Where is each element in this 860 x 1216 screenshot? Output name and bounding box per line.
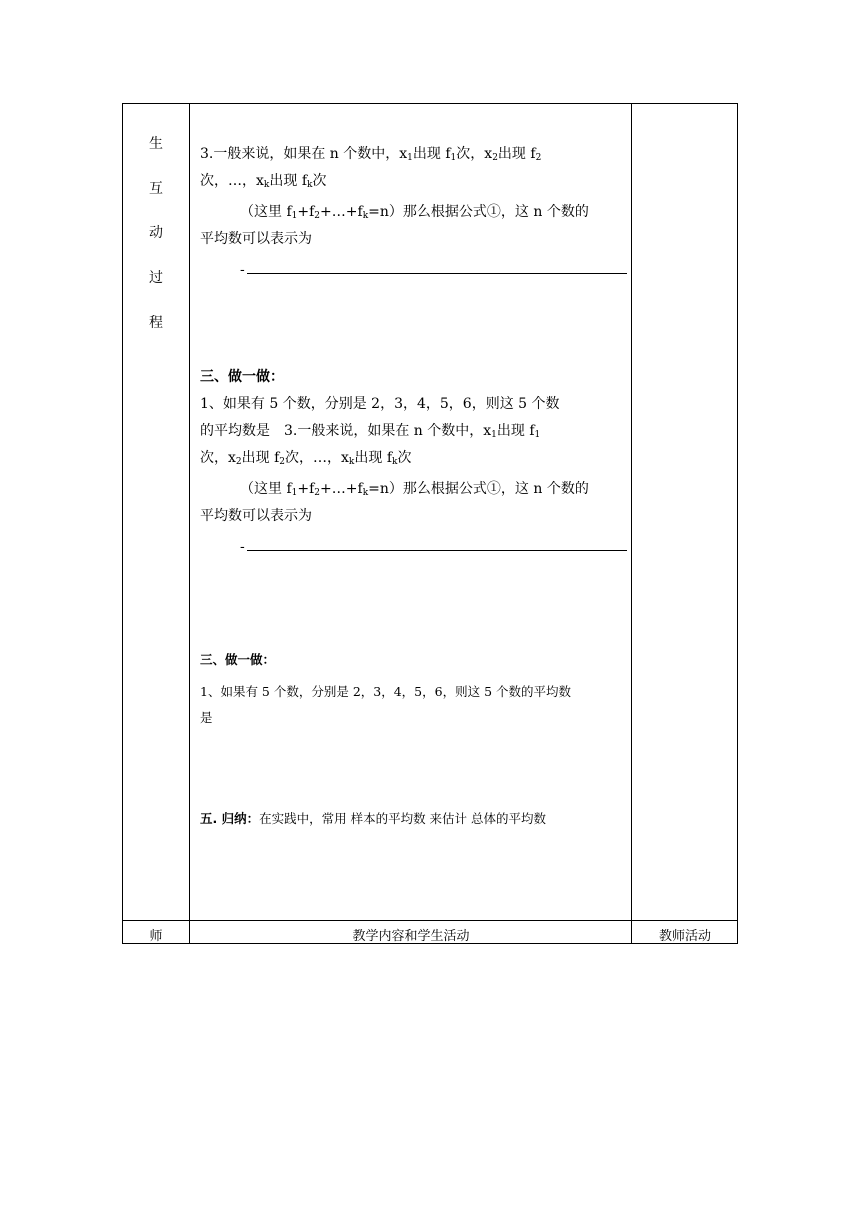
section-practice-2 [200,647,625,731]
text: 平均数可以表示为 [200,231,312,247]
text: （这里 f [240,204,292,220]
subscript: 1 [450,153,457,163]
subscript: 1 [291,211,298,221]
footer-divider [122,920,738,921]
paragraph [200,168,625,195]
subscript: k [362,488,369,498]
text: 次，x [200,450,236,466]
side-char-3: 动 [149,225,163,241]
paragraph [200,445,625,472]
paragraph [200,503,625,530]
text: 次，…，x [285,450,349,466]
section-summary [200,806,625,832]
paragraph: 是 [200,710,213,725]
paragraph [200,806,625,832]
text: 出现 f [497,146,536,162]
text: 出现 f [412,146,451,162]
text: 次，x [456,146,493,162]
paragraph: 1、如果有 5 个数，分别是 2，3，4，5，6，则这 5 个数 [200,396,560,412]
side-char-2: 互 [149,181,163,197]
table-border-top [122,103,738,104]
paragraph [200,476,625,503]
paragraph [200,226,625,253]
subscript: k [362,211,369,221]
section-heading: 三、做一做： [200,369,284,385]
subscript: 2 [235,457,242,467]
footer-center-label: 教学内容和学生活动 [352,929,470,944]
text: 的平均数是 3.一般来说，如果在 n 个数中，x [200,423,492,439]
subscript: 2 [535,153,542,163]
subscript: 2 [314,488,321,498]
subscript: k [348,457,355,467]
summary-text: 在实践中，常用 样本的平均数 来估计 总体的平均数 [259,811,547,826]
text: 平均数可以表示为 [200,508,312,524]
answer-line [200,534,625,561]
text: 出现 f [496,423,535,439]
paragraph [200,199,625,226]
text: +…+f [320,481,363,497]
table-border-right [737,103,738,944]
subscript: 1 [407,153,413,163]
blank-line [247,261,627,274]
blank-line [247,538,627,551]
subscript: 1 [291,488,298,498]
subscript: k [307,180,313,190]
subscript: k [392,457,398,467]
subscript: 2 [279,457,286,467]
text: - [240,262,245,278]
side-char-4: 过 [149,270,163,286]
paragraph: 1、如果有 5 个数，分别是 2，3，4，5，6，则这 5 个数的平均数 [200,684,571,699]
summary-label: 五. 归纳： [200,811,260,826]
text: =n）那么根据公式①，这 n 个数的 [368,204,589,220]
paragraph [200,418,625,445]
subscript: 1 [534,430,541,440]
text: 出现 f [354,450,393,466]
section-practice-1 [200,364,625,561]
footer-right-label: 教师活动 [658,929,711,944]
text: 出现 f [241,450,280,466]
subscript: 1 [491,430,497,440]
subscript: k [263,180,270,190]
text: - [240,539,245,555]
paragraph [200,141,625,168]
text: +f [297,204,315,220]
subscript: 2 [492,153,498,163]
text: （这里 f [240,481,292,497]
text: =n）那么根据公式①，这 n 个数的 [368,481,589,497]
section-heading: 三、做一做： [200,652,276,667]
text: 3.一般来说，如果在 n 个数中，x [200,146,408,162]
answer-line [200,257,625,284]
text: +…+f [320,204,363,220]
text: 出现 f [269,173,308,189]
text: 次，…，x [200,173,264,189]
section-formula-1 [200,141,625,284]
text: 次 [397,450,412,466]
table-divider-2 [631,103,632,944]
text: 次 [312,173,327,189]
subscript: 2 [314,211,321,221]
side-char-1: 生 [149,136,163,152]
side-char-5: 程 [149,315,163,331]
footer-side-label: 师 [149,929,163,944]
text: +f [297,481,315,497]
